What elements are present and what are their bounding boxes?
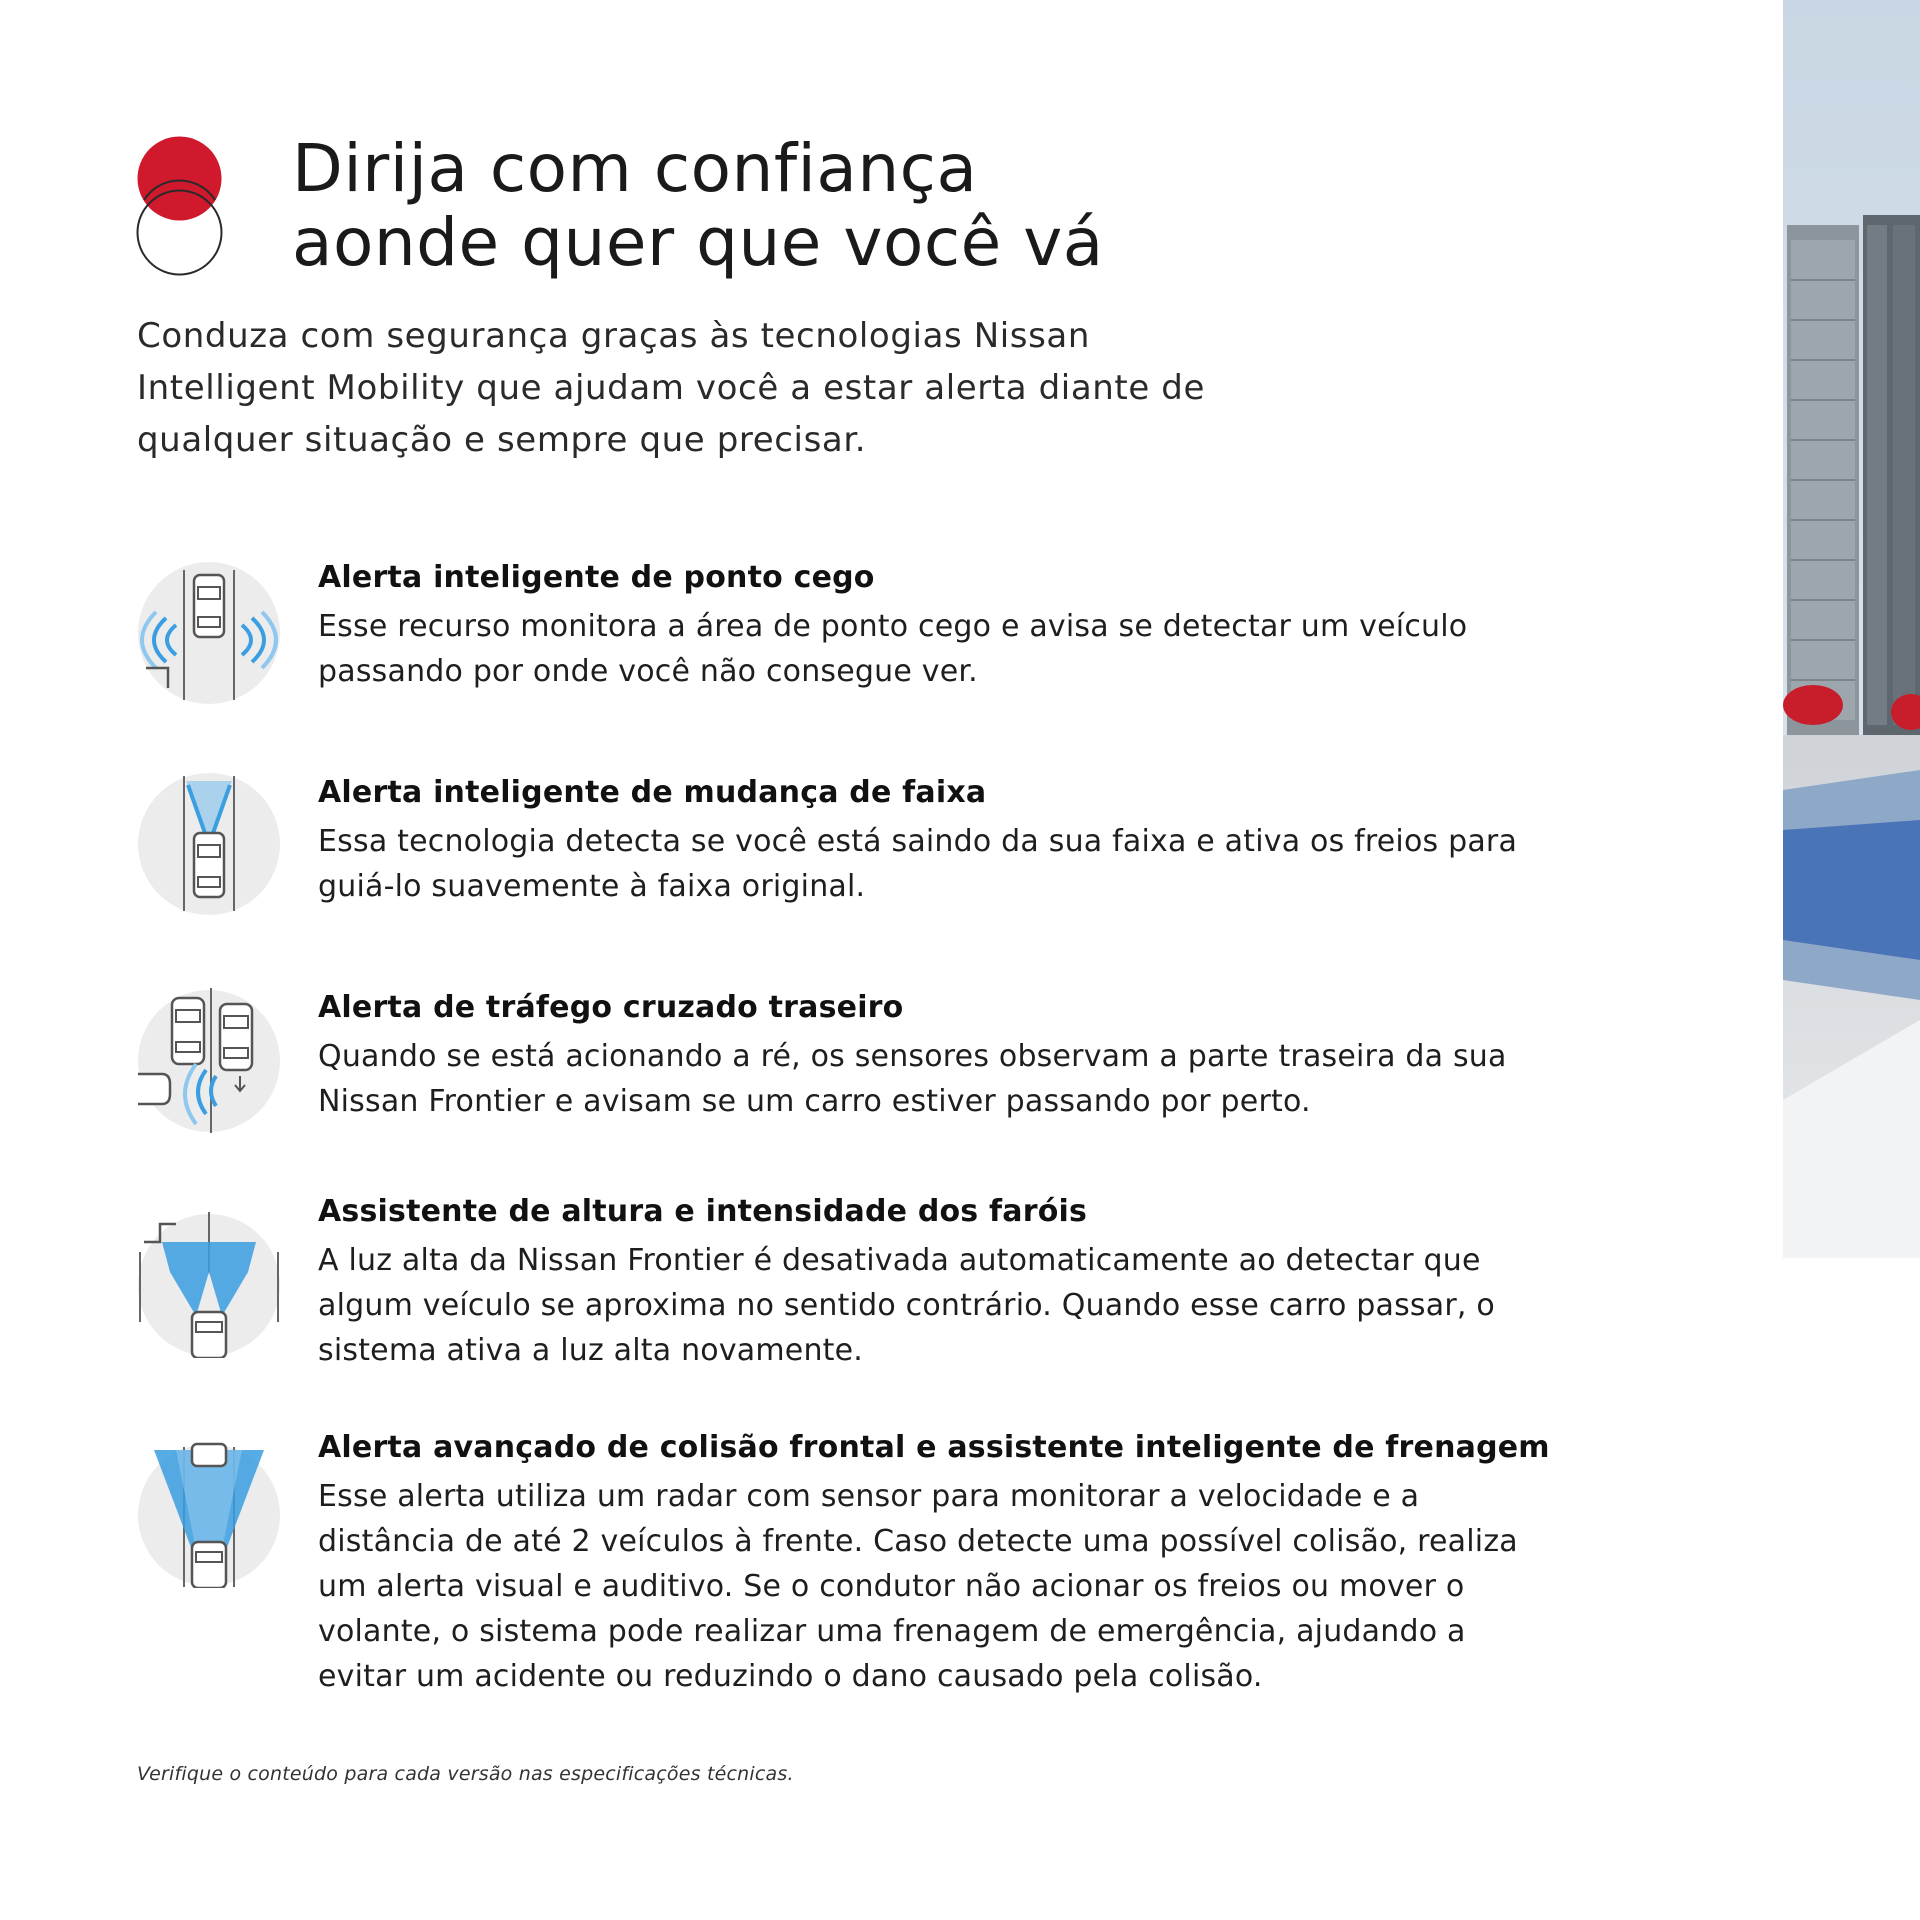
lane-departure-icon (136, 771, 282, 917)
feature-text (318, 1428, 1558, 1699)
page-title (292, 132, 1104, 280)
feature-text (318, 773, 1558, 909)
feature-title: Assistente de altura e intensidade dos faróis (318, 1194, 1088, 1229)
page-title-line-1: Dirija com confiança (292, 130, 978, 207)
brand-circles-logo (136, 135, 223, 277)
feature-text (318, 558, 1558, 694)
feature-description: Essa tecnologia detecta se você está saindo da sua faixa e ativa os freios para guiá-lo suavemente à faixa original. (318, 824, 1518, 904)
feature-text (318, 1192, 1558, 1373)
feature-description: A luz alta da Nissan Frontier é desativada automaticamente ao detectar que algum veículo se aproxima no sentido contrário. Quando esse carro passar, o sistema ativa a luz alta novamente. (318, 1243, 1495, 1368)
feature-title: Alerta avançado de colisão frontal e assistente inteligente de frenagem (318, 1430, 1550, 1465)
page-title-line-2: aonde quer que você vá (292, 204, 1104, 281)
headlight-assist-icon (136, 1212, 282, 1358)
blind-spot-icon (136, 560, 282, 706)
feature-title: Alerta inteligente de ponto cego (318, 560, 875, 595)
intro-paragraph: Conduza com segurança graças às tecnologias Nissan Intelligent Mobility que ajudam você a estar alerta diante de qualquer situação e sempre que precisar. (137, 316, 1205, 460)
rear-cross-traffic-icon (136, 988, 282, 1134)
feature-description: Esse recurso monitora a área de ponto cego e avisa se detectar um veículo passando por onde você não consegue ver. (318, 609, 1468, 689)
feature-description: Esse alerta utiliza um radar com sensor para monitorar a velocidade e a distância de até 2 veículos à frente. Caso detecte uma possível colisão, realiza um alerta visual e auditivo. Se o condutor não acionar os freios ou mover o volante, o sistema pode realizar uma frenagem de emergência, ajudando a evitar um acidente ou reduzindo o dano causado pela colisão. (318, 1479, 1518, 1694)
feature-title: Alerta de tráfego cruzado traseiro (318, 990, 904, 1025)
feature-text (318, 988, 1558, 1124)
city-photo (1783, 0, 1920, 1258)
feature-description: Quando se está acionando a ré, os sensores observam a parte traseira da sua Nissan Frontier e avisam se um carro estiver passando por perto. (318, 1039, 1507, 1119)
footnote: Verifique o conteúdo para cada versão nas especificações técnicas. (137, 1763, 794, 1785)
feature-title: Alerta inteligente de mudança de faixa (318, 775, 987, 810)
forward-collision-icon (136, 1442, 282, 1588)
